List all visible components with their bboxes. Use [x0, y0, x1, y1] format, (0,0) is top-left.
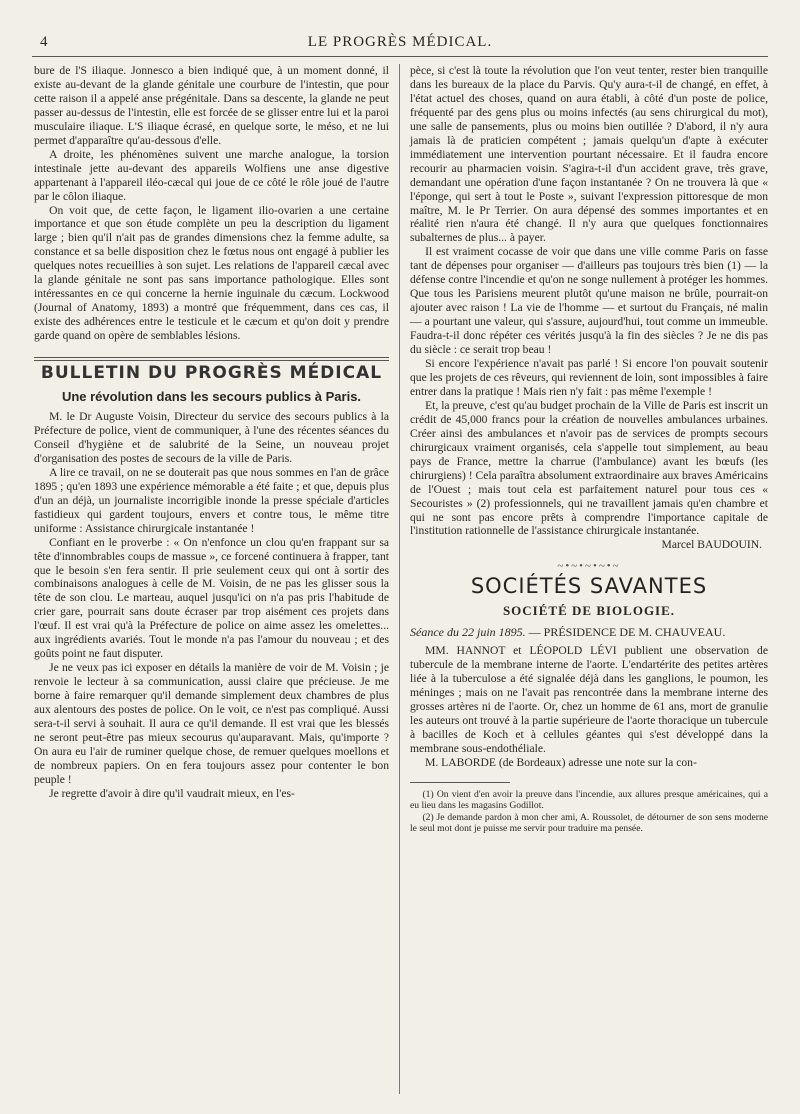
paragraph: Et, la preuve, c'est qu'au budget prochain de la Ville de Paris est inscrit un crédit de 45,000 francs pour la création de nouvelles ambulances urbaines. Créer ainsi des ambulances et n'avoir pas de services de prompts secours chirurgicaux vraiment organisés, cela s'appelle tout simplement, au beau pays de France, mettre la charrue (l'ambulance) avant les bœufs (les chirurgiens) ! Cela paraîtra absolument extraordinaire aux braves Américains de l'Ouest ; mais tout cela est parfaitement naturel pour tous ces « Secouristes » (2) professionnels, qui ne travaillent jamais qu'en chambre et qui ne sont pas encore prêts à comprendre l'importance capitale de l'institution rationnelle de l'assistance chirurgicale instantanée. [410, 398, 768, 538]
footnote: (2) Je demande pardon à mon cher ami, A. Roussolet, de détourner de son sens moderne le seul mot dont je puisse me servir pour traduire ma pensée. [410, 811, 768, 835]
footnote: (1) On vient d'en avoir la preuve dans l'incendie, aux allures presque américaines, qui a eu lieu dans les magasins Godillot. [410, 788, 768, 812]
paragraph: M. LABORDE (de Bordeaux) adresse une note sur la con- [425, 755, 697, 769]
session-presidence: — PRÉSIDENCE DE M. CHAUVEAU. [528, 625, 726, 640]
subsection-heading: SOCIÉTÉ DE BIOLOGIE. [502, 603, 676, 619]
section-rule [34, 357, 389, 361]
paragraph: Il est vraiment cocasse de voir que dans une ville comme Paris on fasse tant de dépenses pour organiser — d'ailleurs pas toujours très bien (1) — la défense contre l'incendie et qu'on ne songe nullement à protéger les hommes. Que tous les Parisiens meurent plutôt qu'une maison ne brûle, pourrait-on ajouter avec raison ! La vie de l'homme — et surtout du Français, né malin — a pourtant une valeur, qui s'assure, aujourd'hui, tout comme un immeuble. Faudra-t-il donc répéter ces vérités jusqu'à la fin des siècles ? Je ne dis pas du siècle : ce serait trop beau ! [410, 245, 768, 357]
paragraph: bure de l'S iliaque. Jonnesco a bien indiqué que, à un moment donné, il existe au-devant de la glande génitale une courbure de l'intestin, que pour cette raison il a appelé anse prégénitale. Dans sa descente, la glande ne peut passer au-dessus de l'intestin, elle est forcée de se glisser entre lui et la paroi musculaire iliaque. L'S iliaque écrasé, en quelque sorte, le méso, et ne lui permet d'apparaître qu'au-dessous d'elle. [34, 64, 389, 147]
paragraph: pèce, si c'est là toute la révolution que l'on veut tenter, rester bien tranquille dans les bureaux de la place du Parvis. Qu'y aura-t-il de changé, en effet, à l'état actuel des choses, quand on aura établi, à côté d'un poste de police, fréquenté par des gens plus ou moins infectés (au sens chirurgical du mot), une salle de pansements, plus ou moins bien outillée ? D'abord, il n'y aura jamais là de praticien compétent ; jamais quelqu'un d'apte à exécuter immédiatement une intervention pourtant nécessaire. Et il faudra encore recourir au pharmacien voisin. S'agira-t-il d'un accident grave, très grave, demandant une opération d'une façon instantanée ? On ne trouvera là que « l'éponge, qui sert à tout le Poste », suivant l'expression pittoresque de mon maître, M. le Pr Terrier. On aura dépensé des sommes importantes et en réalité rien n'aura été changé. Il n'y aura que quelques fonctionnaires subalternes de plus... à payer. [410, 64, 768, 245]
paragraph: M. le Dr Auguste Voisin, Directeur du service des secours publics à la Préfecture de police, vient de communiquer, à l'une des récentes séances du Conseil d'hygiène et de salubrité de la Seine, un nouveau projet d'organisation des postes de secours de la ville de Paris. [34, 410, 389, 465]
right-column [410, 64, 768, 835]
footnote-rule [410, 782, 510, 783]
column-divider [399, 64, 400, 1094]
journal-title: LE PROGRÈS MÉDICAL. [307, 34, 493, 50]
paragraph: Je regrette d'avoir à dire qu'il vaudrait mieux, en l'es- [49, 786, 295, 800]
paragraph: MM. HANNOT et LÉOPOLD LÉVI publient une observation de tubercule de la membrane interne de l'aorte. L'endartérite des petites artères liée à la tuberculose a été signalée déjà dans les ganglions, le poumon, les méninges ; mais on ne l'avait pas rencontrée dans la membrane interne des grosses artères ni de l'aorte. Or, chez un homme de 61 ans, mort de granulie les auteurs ont trouvé à la partie supérieure de l'aorte thoracique un tubercule à bacilles de Koch et à cellules géantes qui s'est développé dans la membrane sous-endothéliale. [410, 644, 768, 755]
author-signature: Marcel BAUDOUIN. [661, 538, 762, 552]
paragraph: Si encore l'expérience n'avait pas parlé ! Si encore l'on pouvait soutenir que les projets de ces rêveurs, qui reviennent de loin, sont impossibles à faire entrer dans la pratique ! Mais rien n'y fait : pas même l'exemple ! [410, 357, 768, 398]
page-header [32, 30, 768, 57]
article-title: Une révolution dans les secours publics à Paris. [61, 389, 362, 405]
ornament-divider: ~•~•~•~•~ [557, 560, 621, 573]
session-line [410, 626, 768, 640]
left-column [34, 64, 389, 801]
paragraph: A droite, les phénomènes suivent une marche analogue, la torsion intestinale jette au-devant des appareils Wolfiens une anse digestive appartenant à l'appareil iléo-cæcal qui joue de ce côté le rôle joué de l'autre par le côlon iliaque. [34, 147, 389, 203]
bulletin-heading: BULLETIN DU PROGRÈS MÉDICAL [40, 363, 383, 384]
page-number: 4 [40, 34, 49, 50]
section-heading: SOCIÉTÉS SAVANTES [470, 574, 708, 599]
paragraph: A lire ce travail, on ne se douterait pas que nous sommes en l'an de grâce 1895 ; qu'en 1893 une expérience mémorable a été faite ; et que, depuis plus d'un an déjà, un journaliste incorrigible inonde la presse spéciale d'articles fastidieux qui gardent toujours, envers et contre tous, le même titre uniforme : Assistance chirurgicale instantanée ! [34, 465, 389, 535]
paragraph: Je ne veux pas ici exposer en détails la manière de voir de M. Voisin ; je renvoie le lecteur à sa communication, aussi claire que précieuse. Je me borne à faire remarquer qu'il demande simplement deux chambres de plus aux alentours des postes de police. On le voit, ce n'est pas compliqué. Aussi sera-t-il servi à souhait. Il aura ce qu'il demande. Il est vrai que les blessés ne seront peut-être pas mieux secourus qu'auparavant. Mais, qu'importe ? On aura eu l'air de ruminer quelque chose, de remuer quelques moellons et de nombreux papiers. On en fera toujours assez pour contenter le bon peuple ! [34, 661, 389, 786]
paragraph: Confiant en le proverbe : « On n'enfonce un clou qu'en frappant sur sa tête d'innombrables coups de massue », ce forcené continuera à frapper, tant que le besoin s'en fera sentir. Il prie seulement ceux qui ont à sortir des combinaisons analogues à celle de M. Voisin, de ne pas les glisser sous la tête de son clou. Le marteau, auquel jusqu'ici on n'a pas pris l'habitude de crier gare, pourrait sans doute écraser par trop aisément ces projets dans l'œuf. Il est vrai qu'à la Préfecture de police on aime assez les omelettes... aux ingrédients avariés. Tout le monde n'a pas l'amour du nouveau ; et des goûts point ne faut disputer. [34, 535, 389, 661]
footnotes [410, 789, 768, 835]
session-date: Séance du 22 juin 1895. [410, 625, 526, 640]
paragraph: On voit que, de cette façon, le ligament ilio-ovarien a une certaine importance et que son étude complète un peu la description du ligament large ; bien qu'il n'ait pas de grandes dimensions chez la femme adulte, sa constance et sa belle disposition chez le fœtus nous ont engagé à publier les quelques notes recueillies à son sujet. Les relations de l'appareil cæcal avec la glande génitale ne sont pas sans importance pathologique. Elles sont intéressantes en ce qui concerne la hernie inguinale du cæcum. Lockwood (Journal of Anatomy, 1893) a montré que fréquemment, dans ces cas, il existe des adhérences entre le testicule et le cæcum et qu'on doit y prendre garde quand on opère de semblables lésions. [34, 203, 389, 343]
